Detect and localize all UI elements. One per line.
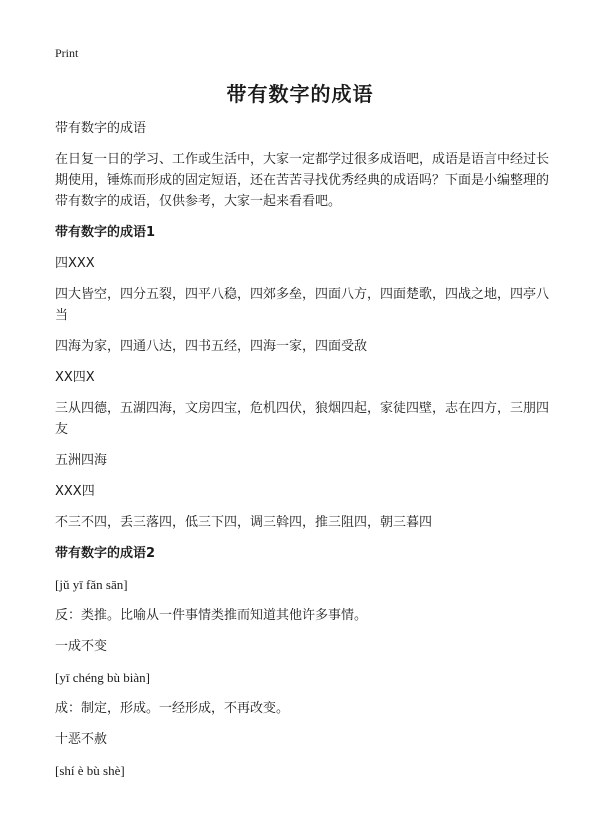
print-link[interactable]: Print bbox=[55, 46, 79, 60]
subtitle: 带有数字的成语 bbox=[55, 121, 147, 136]
idiom-2: 一成不变 bbox=[55, 639, 108, 654]
pinyin-2: [yī chéng bù biàn] bbox=[55, 670, 150, 685]
pinyin-1: [jǔ yī fǎn sān] bbox=[55, 577, 128, 592]
idiom-3: 十恶不赦 bbox=[55, 732, 108, 747]
pattern-four-first: 四XXX bbox=[55, 256, 95, 271]
section2-heading: 带有数字的成语2 bbox=[55, 546, 156, 561]
idiom-list-1: 四大皆空，四分五裂，四平八稳，四郊多垒，四面八方，四面楚歌，四战之地，四亭八当 bbox=[55, 287, 550, 323]
section1-heading: 带有数字的成语1 bbox=[55, 225, 156, 240]
page-title: 带有数字的成语 bbox=[226, 82, 374, 106]
idiom-list-2: 四海为家，四通八达，四书五经，四海一家，四面受敌 bbox=[55, 339, 368, 354]
pattern-four-third: XX四X bbox=[55, 370, 95, 385]
idiom-list-3: 三从四德，五湖四海，文房四宝，危机四伏，狼烟四起，家徒四壁，志在四方，三朋四友 bbox=[55, 401, 550, 437]
definition-1: 反：类推。比喻从一件事情类推而知道其他许多事情。 bbox=[55, 608, 368, 623]
definition-2: 成：制定，形成。一经形成，不再改变。 bbox=[55, 701, 290, 716]
idiom-list-4: 五洲四海 bbox=[55, 453, 108, 468]
intro-paragraph: 在日复一日的学习、工作或生活中，大家一定都学过很多成语吧，成语是语言中经过长期使用，锤炼而形成的固定短语，还在苦苦寻找优秀经典的成语吗？下面是小编整理的带有数字的成语，仅供参考，大家一起来看看吧。 bbox=[55, 152, 550, 209]
pinyin-3: [shí è bù shè] bbox=[55, 763, 125, 778]
idiom-list-5: 不三不四，丢三落四，低三下四，调三斡四，推三阻四，朝三暮四 bbox=[55, 515, 433, 530]
article-body bbox=[55, 118, 550, 791]
pattern-four-last: XXX四 bbox=[55, 484, 95, 499]
